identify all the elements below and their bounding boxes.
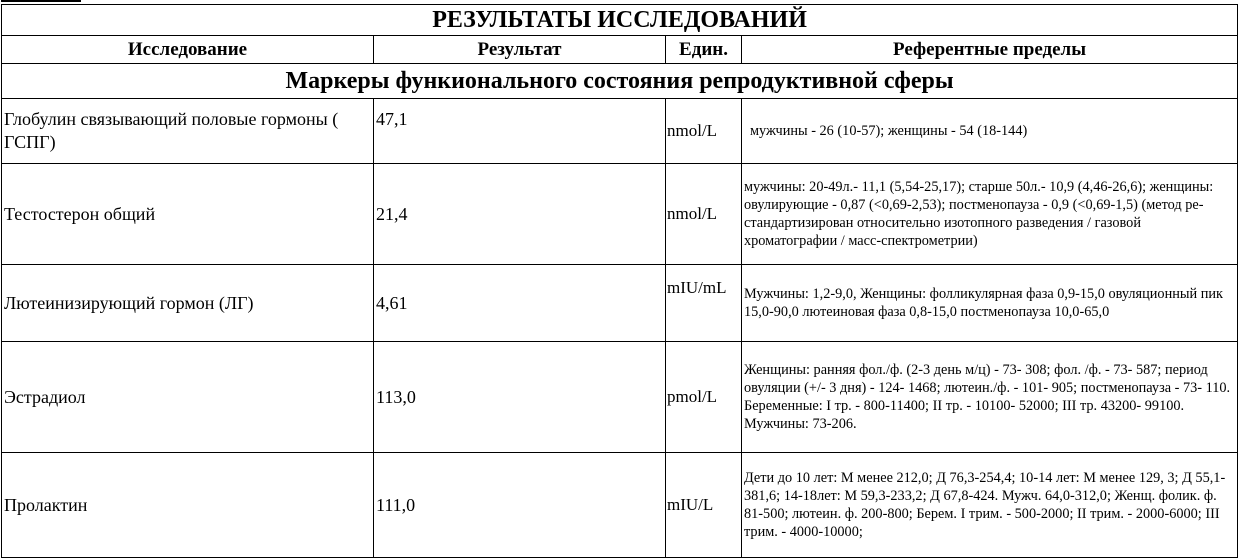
test-result: 47,1 <box>374 99 666 164</box>
section-row <box>2 64 1238 99</box>
header-row <box>2 36 1238 64</box>
test-name: Глобулин связывающий половые гормоны ( ГСПГ) <box>2 99 374 164</box>
results-table <box>1 4 1238 558</box>
test-name: Эстрадиол <box>2 342 374 453</box>
test-unit: pmol/L <box>666 342 742 453</box>
test-reference: Дети до 10 лет: М менее 212,0; Д 76,3-254,4; 10-14 лет: М менее 129, 3; Д 55,1-381,6; 14-18лет: М 59,3-233,2; Д 67,8-424. Мужч. 64,0-312,0; Женщ. фолик. ф. 81-500; лютеин. ф. 200-800; Берем. I трим. - 500-2000; II трим. - 2000-6000; III трим. - 4000-10000; <box>742 453 1238 558</box>
table-row <box>2 265 1238 342</box>
test-unit: mIU/mL <box>666 265 742 342</box>
table-row <box>2 99 1238 164</box>
table-row <box>2 164 1238 265</box>
test-name: Пролактин <box>2 453 374 558</box>
test-unit: mIU/L <box>666 453 742 558</box>
column-header-result: Результат <box>374 36 666 64</box>
column-header-unit: Един. <box>666 36 742 64</box>
page-title: РЕЗУЛЬТАТЫ ИССЛЕДОВАНИЙ <box>2 5 1238 36</box>
test-result: 4,61 <box>374 265 666 342</box>
section-title: Маркеры функионального состояния репродуктивной сферы <box>2 64 1238 99</box>
test-result: 113,0 <box>374 342 666 453</box>
test-name: Лютеинизирующий гормон (ЛГ) <box>2 265 374 342</box>
test-reference: мужчины: 20-49л.- 11,1 (5,54-25,17); старше 50л.- 10,9 (4,46-26,6); женщины: овулирующие - 0,87 (<0,69-2,53); постменопауза - 0,9 (<0,69-1,5) (метод ре-стандартизирован относительно изотопного разведения / газовой хроматографии / масс-спектрометрии) <box>742 164 1238 265</box>
test-reference: Мужчины: 1,2-9,0, Женщины: фолликулярная фаза 0,9-15,0 овуляционный пик 15,0-90,0 лютеиновая фаза 0,8-15,0 постменопауза 10,0-65,0 <box>742 265 1238 342</box>
test-reference: Женщины: ранняя фол./ф. (2-3 день м/ц) - 73- 308; фол. /ф. - 73- 587; период овуляции (+/- 3 дня) - 124- 1468; лютеин./ф. - 101- 905; постменопауза - 73- 110. Беременные: I тр. - 800-11400; II тр. - 10100- 52000; III тр. 43200- 99100. Мужчины: 73-206. <box>742 342 1238 453</box>
test-name: Тестостерон общий <box>2 164 374 265</box>
test-unit: nmol/L <box>666 99 742 164</box>
test-reference: мужчины - 26 (10-57); женщины - 54 (18-144) <box>742 99 1238 164</box>
title-row <box>2 5 1238 36</box>
column-header-reference: Референтные пределы <box>742 36 1238 64</box>
test-result: 111,0 <box>374 453 666 558</box>
test-unit: nmol/L <box>666 164 742 265</box>
top-rule <box>1 0 81 2</box>
table-row <box>2 342 1238 453</box>
test-result: 21,4 <box>374 164 666 265</box>
column-header-name: Исследование <box>2 36 374 64</box>
table-row <box>2 453 1238 558</box>
